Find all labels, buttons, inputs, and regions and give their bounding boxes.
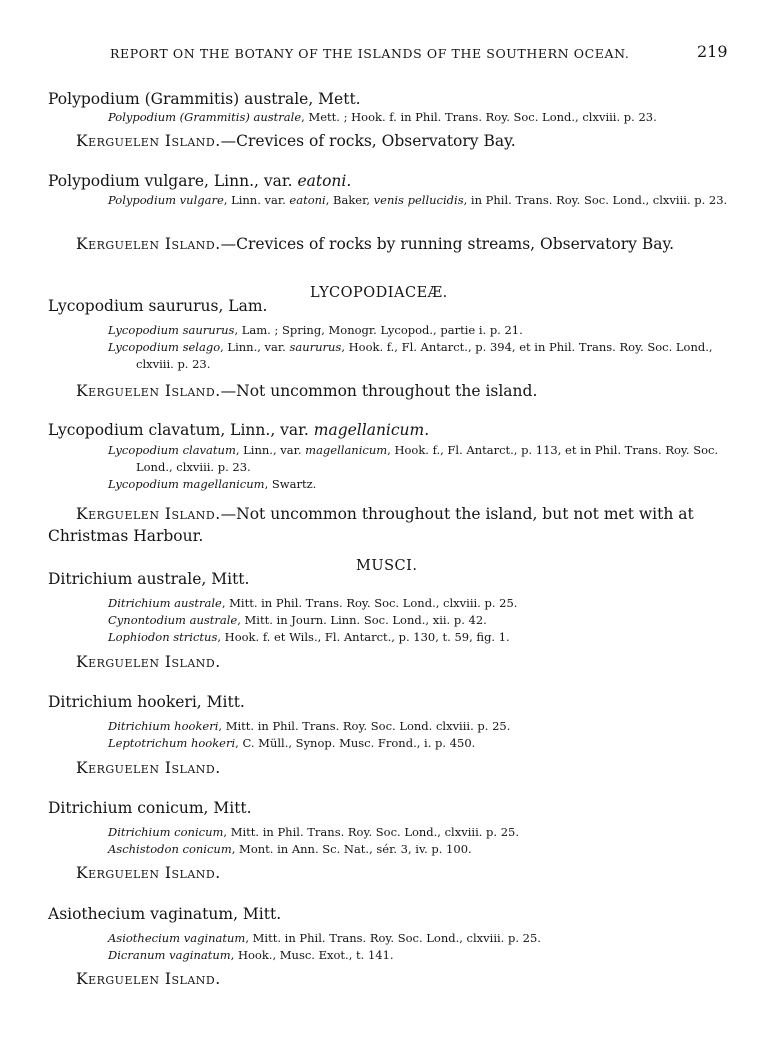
- synonym-list: [108, 322, 728, 373]
- synonym-italic: Lycopodium clavatum: [108, 443, 236, 457]
- locality-place: Kerguelen Island.: [76, 970, 221, 988]
- synonym-line: [108, 476, 728, 493]
- synonym-list: [108, 824, 728, 858]
- citation-text: , Mitt. in Phil. Trans. Roy. Soc. Lond. clxviii. p. 25.: [218, 719, 511, 733]
- synonym-line: [108, 595, 728, 612]
- synonym-line: [108, 735, 728, 752]
- synonym-line: [108, 442, 728, 476]
- species-name: [48, 172, 351, 190]
- synonym-list: [108, 109, 728, 126]
- synonym-line: [108, 109, 728, 126]
- synonym-italic: Asiothecium vaginatum: [108, 931, 246, 945]
- variety-name: magellanicum.: [313, 421, 430, 439]
- citation-text: , Hook. f. et Wils., Fl. Antarct., p. 130, t. 59, fig. 1.: [217, 630, 510, 644]
- species-name-text: Polypodium vulgare, Linn., var.: [48, 172, 293, 190]
- locality-text: —Crevices of rocks by running streams, Observatory Bay.: [220, 235, 675, 253]
- citation-text: , Mett. ; Hook. f. in Phil. Trans. Roy. Soc. Lond., clxviii. p. 23.: [301, 110, 657, 124]
- locality: [76, 864, 221, 882]
- locality-place: Kerguelen Island.: [76, 653, 221, 671]
- synonym-line: [108, 612, 728, 629]
- synonym-italic: Dicranum vaginatum: [108, 948, 231, 962]
- locality-text: —Not uncommon throughout the island, but not met with at: [220, 505, 694, 523]
- citation-text: , Baker,: [325, 193, 374, 207]
- synonym-italic: Lycopodium selago: [108, 340, 221, 354]
- synonym-italic: Lycopodium magellanicum: [108, 477, 265, 491]
- synonym-italic: Polypodium (Grammitis) australe: [108, 110, 302, 124]
- synonym-italic: Aschistodon conicum: [108, 842, 232, 856]
- citation-text: , Lam. ; Spring, Monogr. Lycopod., partie i. p. 21.: [234, 323, 523, 337]
- citation-text: , Hook. f., Fl. Antarct., p. 394, et in Phil. Trans. Roy. Soc. Lond., clxviii. p. 23.: [136, 340, 713, 371]
- synonym-list: [108, 442, 728, 493]
- synonym-line: [108, 629, 728, 646]
- citation-text: , C. Müll., Synop. Musc. Frond., i. p. 450.: [235, 736, 476, 750]
- locality-text: —Not uncommon throughout the island.: [220, 382, 538, 400]
- citation-text: , Hook. f., Fl. Antarct., p. 113, et in Phil. Trans. Roy. Soc. Lond., clxviii. p. 23.: [136, 443, 719, 474]
- synonym-line: [108, 192, 728, 209]
- locality: [76, 132, 516, 150]
- variety-name: eatoni.: [297, 172, 352, 190]
- synonym-italic: Lophiodon strictus: [108, 630, 218, 644]
- synonym-line: [108, 841, 728, 858]
- citation-text: , Mitt. in Phil. Trans. Roy. Soc. Lond., clxviii. p. 25.: [223, 825, 520, 839]
- synonym-italic: eatoni: [289, 193, 326, 207]
- synonym-line: [108, 930, 728, 947]
- synonym-list: [108, 930, 728, 964]
- synonym-italic: Leptotrichum hookeri: [108, 736, 236, 750]
- species-name: Lycopodium saururus, Lam.: [48, 297, 268, 315]
- synonym-list: [108, 192, 728, 209]
- synonym-line: [108, 322, 728, 339]
- citation-text: , Linn. var.: [223, 193, 290, 207]
- citation-text: , Linn., var.: [235, 443, 306, 457]
- running-header: REPORT ON THE BOTANY OF THE ISLANDS OF THE SOUTHERN OCEAN.: [110, 46, 630, 61]
- locality-place: Kerguelen Island.: [76, 505, 221, 523]
- species-name: Polypodium (Grammitis) australe, Mett.: [48, 90, 361, 108]
- species-name: Ditrichium australe, Mitt.: [48, 570, 250, 588]
- species-name: Asiothecium vaginatum, Mitt.: [48, 905, 282, 923]
- family-heading: MUSCI.: [356, 558, 418, 574]
- locality-place: Kerguelen Island.: [76, 864, 221, 882]
- species-name-text: Lycopodium clavatum, Linn., var.: [48, 421, 309, 439]
- locality: [76, 235, 674, 253]
- locality: [76, 382, 537, 400]
- locality: [76, 759, 221, 777]
- synonym-line: [108, 339, 728, 373]
- locality-place: Kerguelen Island.: [76, 235, 221, 253]
- species-name: [48, 421, 429, 439]
- locality-text-continued: Christmas Harbour.: [48, 527, 204, 545]
- synonym-italic: Ditrichium hookeri: [108, 719, 219, 733]
- species-name: Ditrichium conicum, Mitt.: [48, 799, 252, 817]
- citation-text: , Mitt. in Journ. Linn. Soc. Lond., xii. p. 42.: [237, 613, 487, 627]
- locality-place: Kerguelen Island.: [76, 759, 221, 777]
- synonym-italic: Cynontodium australe: [108, 613, 238, 627]
- synonym-italic: saururus: [289, 340, 342, 354]
- species-name: Ditrichium hookeri, Mitt.: [48, 693, 245, 711]
- locality-place: Kerguelen Island.: [76, 132, 221, 150]
- citation-text: , Mitt. in Phil. Trans. Roy. Soc. Lond., clxviii. p. 25.: [245, 931, 541, 945]
- citation-text: , Mitt. in Phil. Trans. Roy. Soc. Lond., clxviii. p. 25.: [221, 596, 518, 610]
- synonym-line: [108, 947, 728, 964]
- locality: [76, 653, 221, 671]
- citation-text: , Hook., Musc. Exot., t. 141.: [230, 948, 394, 962]
- synonym-italic: Lycopodium saururus: [108, 323, 235, 337]
- synonym-list: [108, 595, 728, 646]
- synonym-line: [108, 718, 728, 735]
- locality: [48, 503, 728, 547]
- page-number: 219: [697, 42, 728, 61]
- synonym-list: [108, 718, 728, 752]
- synonym-italic: venis pellucidis: [373, 193, 464, 207]
- citation-text: , in Phil. Trans. Roy. Soc. Lond., clxviii. p. 23.: [463, 193, 728, 207]
- synonym-italic: Ditrichium conicum: [108, 825, 224, 839]
- locality-text: —Crevices of rocks, Observatory Bay.: [220, 132, 516, 150]
- locality-place: Kerguelen Island.: [76, 382, 221, 400]
- synonym-italic: Polypodium vulgare: [108, 193, 224, 207]
- synonym-italic: Ditrichium australe: [108, 596, 222, 610]
- citation-text: , Linn., var.: [220, 340, 290, 354]
- citation-text: , Swartz.: [264, 477, 317, 491]
- synonym-line: [108, 824, 728, 841]
- citation-text: , Mont. in Ann. Sc. Nat., sér. 3, iv. p. 100.: [231, 842, 472, 856]
- family-heading: LYCOPODIACEÆ.: [310, 285, 448, 301]
- synonym-italic: magellanicum: [305, 443, 388, 457]
- locality: [76, 970, 221, 988]
